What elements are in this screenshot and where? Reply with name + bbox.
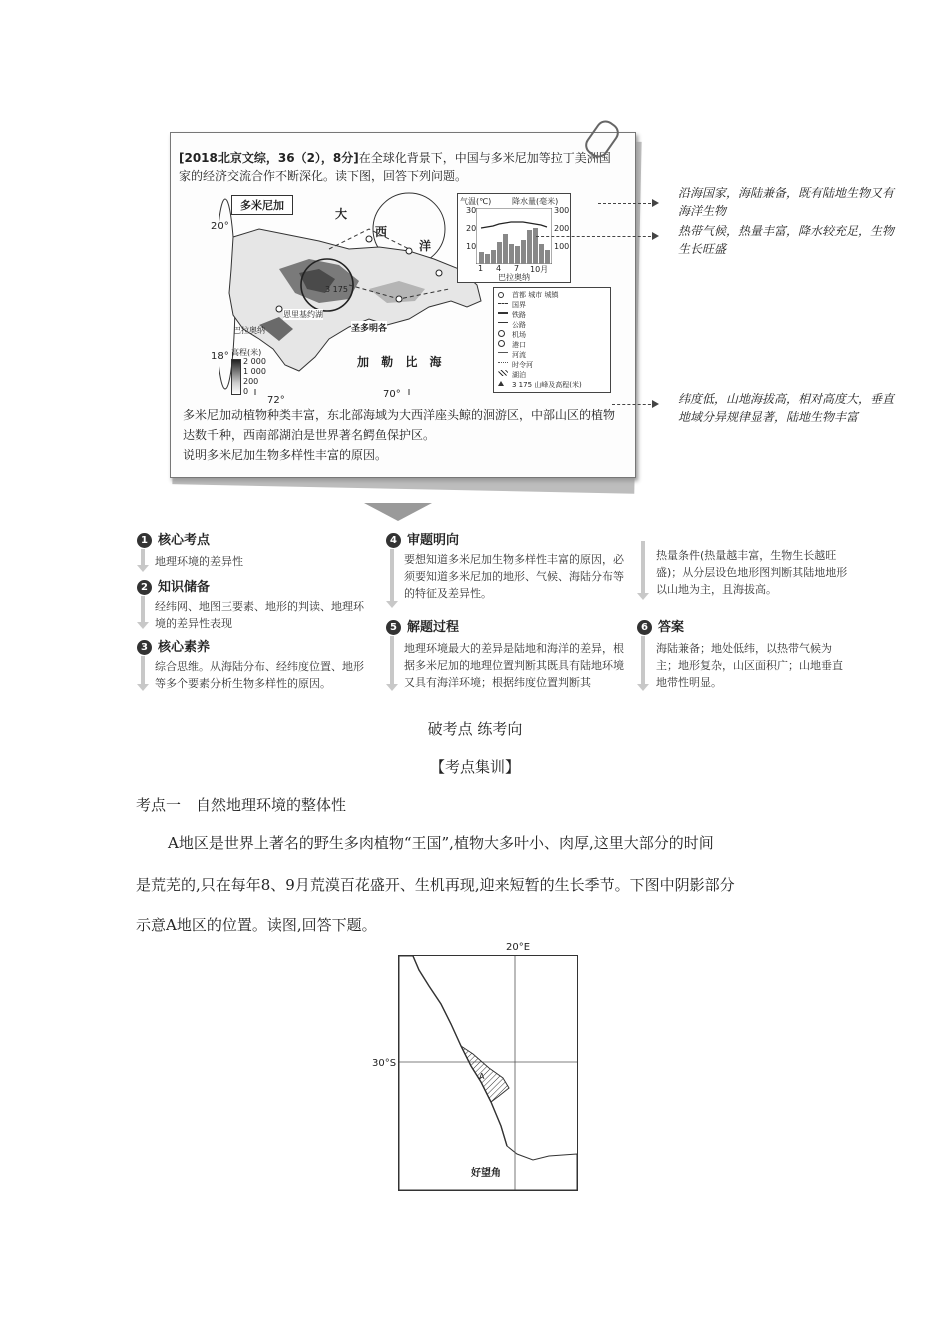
map-legend (493, 287, 611, 393)
climate-temp-label: 气温(℃) (460, 197, 492, 206)
step-6-arrow (641, 636, 645, 684)
arrow-right-icon (652, 400, 659, 408)
x-tick-7: 7 (514, 264, 520, 273)
step-5-continuation: 热量条件(热量越丰富，生物生长越旺盛)；从分层设色地形图判断其陆地地形以山地为主，且海拔高。 (656, 549, 848, 596)
elevation-title: 高程(米) (231, 348, 262, 357)
note-2-connector (536, 236, 656, 237)
question-body (183, 405, 623, 465)
step-6-title: 答案 (658, 620, 685, 635)
step-5-heading: 5 解题过程 (386, 616, 459, 635)
peak-label: 3 175 (325, 285, 348, 294)
elev-0: 0 (243, 387, 249, 396)
paragraph-line-3: 示意A地区的位置。读图,回答下题。 (136, 916, 377, 934)
map-lon-label: 20°E (506, 942, 531, 953)
temp-tick-20: 20 (466, 224, 477, 233)
question-intro: 在全球化背景下，中国与多米尼加等拉丁美洲国家的经济交流合作不断深化。读下图，回答下列问题。 (179, 151, 611, 183)
precip-tick-200: 200 (554, 224, 570, 233)
legend-item-lake: 湖泊 (512, 371, 526, 379)
step-1-text: 地理环境的差异性 (155, 555, 243, 568)
lake-label: 恩里基约湖 (283, 310, 323, 319)
down-triangle-icon (364, 503, 432, 521)
section-heading: 破考点 练考向 (427, 720, 523, 738)
side-note-3: 纬度低，山地海拔高，相对高度大，垂直地域分异规律显著，陆地生物丰富 (678, 392, 895, 424)
step-2-text: 经纬网、地图三要素、地形的判读、地理环境的差异性表现 (155, 600, 364, 630)
side-note-2: 热带气候，热量丰富，降水较充足，生物生长旺盛 (678, 224, 895, 256)
elevation-legend (231, 347, 271, 397)
topic-heading: 考点一 自然地理环境的整体性 (136, 796, 347, 814)
note-3-connector (612, 404, 656, 405)
step-3-title: 核心素养 (158, 640, 211, 655)
legend-item-railway: 铁路 (512, 311, 526, 319)
area-a-label: A (479, 1072, 485, 1081)
legend-item-river: 河流 (512, 351, 526, 359)
step-5-text: 地理环境最大的差异是陆地和海洋的差异，根据多米尼加的地理位置判断其既具有陆地环境又具有海洋环境；根据纬度位置判断其 (404, 642, 624, 689)
arrow-right-icon (652, 232, 659, 240)
legend-item-road: 公路 (512, 321, 526, 329)
step-1-title: 核心考点 (158, 533, 211, 548)
step-1-heading: 1 核心考点 (137, 529, 210, 548)
capital-label: 圣多明各 (351, 321, 387, 334)
climate-chart (457, 193, 571, 283)
question-source: [2018北京文综，36（2），8分] (179, 151, 359, 165)
cape-label: 好望角 (471, 1168, 501, 1179)
precip-tick-300: 300 (554, 206, 570, 215)
lat-20: 20° (211, 221, 229, 232)
climate-precip-label: 降水量(毫米) (512, 197, 559, 206)
step-4-title: 审题明向 (407, 533, 460, 548)
legend-item-seasonal-river: 时令河 (512, 361, 533, 369)
section-subheading: 【考点集训】 (429, 758, 520, 776)
lon-72: 72° (267, 395, 285, 406)
step-4-arrow (390, 549, 394, 601)
ocean-label-da: 大 (335, 207, 354, 221)
step-5-arrow (390, 636, 394, 684)
step-5-cont-arrow (641, 541, 645, 593)
legend-item-border: 国界 (512, 301, 526, 309)
elev-2000: 2 000 (243, 357, 266, 366)
elev-200: 200 (243, 377, 259, 386)
a-region-map-drawing (399, 956, 577, 1190)
map-lat-label: 30°S (372, 1058, 397, 1069)
sea-label: 加 勒 比 海 (357, 355, 446, 369)
ocean-label-xi: 西 (375, 225, 394, 239)
map-title: 多米尼加 (231, 195, 293, 215)
step-5-title: 解题过程 (407, 620, 460, 635)
step-3-heading: 3 核心素养 (137, 636, 210, 655)
legend-item-airport: 机场 (512, 331, 526, 339)
lat-18: 18° (211, 351, 229, 362)
temp-tick-30: 30 (466, 206, 477, 215)
legend-item-cities: 首都 城市 城镇 (512, 291, 559, 299)
legend-item-peak: 3 175 山峰及高程(米) (512, 381, 582, 389)
body-paragraph-2: 说明多米尼加生物多样性丰富的原因。 (183, 448, 388, 462)
step-1-arrow (141, 549, 145, 565)
step-3-text: 综合思维。从海陆分布、经纬度位置、地形等多个要素分析生物多样性的原因。 (155, 660, 364, 690)
a-region-map (398, 955, 578, 1191)
step-6-text: 海陆兼备；地处低纬，以热带气候为主；地形复杂，山区面积广；山地垂直地带性明显。 (656, 642, 843, 689)
step-2-title: 知识储备 (158, 580, 211, 595)
city-west-label: 巴拉奥纳 (233, 326, 265, 335)
temp-tick-10: 10 (466, 242, 477, 251)
step-2-heading: 2 知识储备 (137, 576, 210, 595)
question-header (179, 149, 619, 185)
question-card (170, 132, 636, 478)
legend-item-port: 港口 (512, 341, 526, 349)
step-2-arrow (141, 596, 145, 622)
arrow-right-icon (652, 199, 659, 207)
x-tick-10: 10月 (530, 265, 549, 274)
step-4-heading: 4 审题明向 (386, 529, 459, 548)
step-3-arrow (141, 656, 145, 684)
step-4-text: 要想知道多米尼加生物多样性丰富的原因，必须要知道多米尼加的地形、气候、海陆分布等的特征及差异性。 (404, 553, 624, 600)
paragraph-line-1: A地区是世界上著名的野生多肉植物“王国”,植物大多叶小、肉厚,这里大部分的时间 (168, 834, 714, 852)
elev-1000: 1 000 (243, 367, 266, 376)
x-tick-1: 1 (478, 264, 484, 273)
lon-70: 70° (383, 389, 401, 400)
note-1-connector (598, 203, 656, 204)
side-note-1: 沿海国家，海陆兼备，既有陆地生物又有海洋生物 (678, 186, 895, 218)
precip-tick-100: 100 (554, 242, 570, 251)
paragraph-line-2: 是荒芜的,只在每年8、9月荒漠百花盛开、生机再现,迎来短暂的生长季节。下图中阴影部分 (136, 876, 735, 894)
x-tick-4: 4 (496, 264, 502, 273)
ocean-label-yang: 洋 (419, 239, 438, 253)
elevation-ramp (231, 359, 241, 395)
body-paragraph-1: 多米尼加动植物种类丰富，东北部海域为大西洋座头鲸的洄游区，中部山区的植物达数千种，西南部湖泊是世界著名鳄鱼保护区。 (183, 408, 616, 442)
climate-station: 巴拉奥纳 (498, 273, 530, 282)
step-6-heading: 6 答案 (637, 616, 684, 635)
